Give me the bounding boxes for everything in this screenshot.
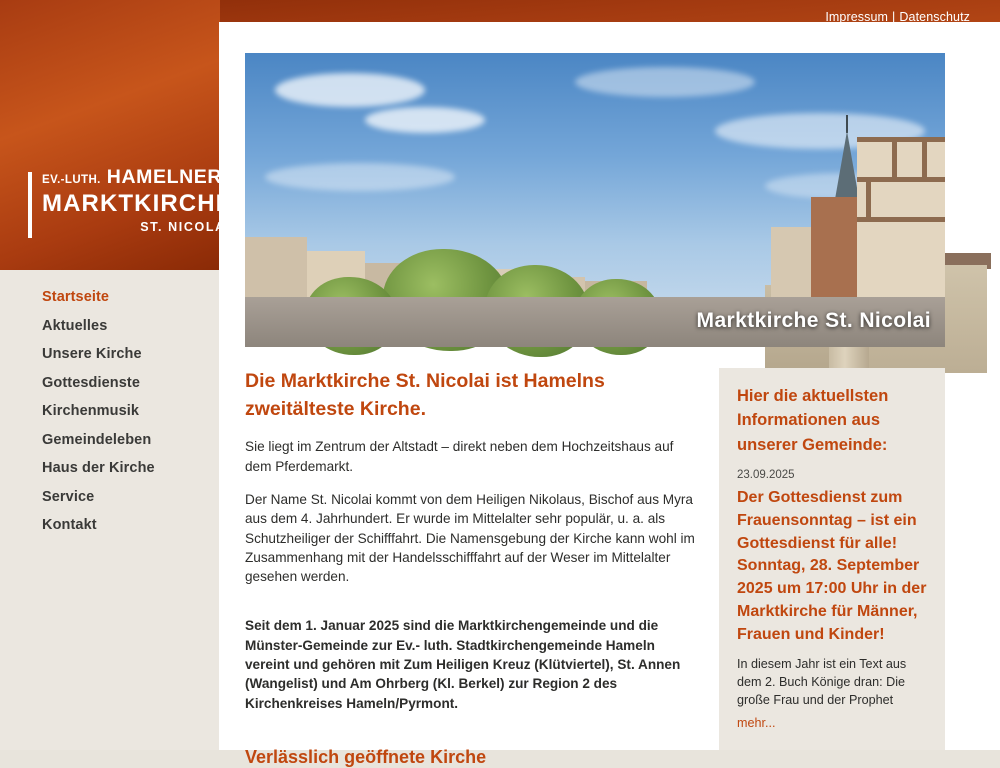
logo-line-1-small: EV.-LUTH. [42,174,101,186]
news-more-link[interactable]: mehr... [737,715,776,730]
sidebar-item-haus-der-kirche[interactable]: Haus der Kirche [42,460,155,476]
logo-line-1-main: HAMELNER [106,166,223,188]
sidebar-item-service[interactable]: Service [42,488,95,505]
logo-line-2: MARKTKIRCHE [42,189,233,217]
timber-beam [866,179,871,219]
section-heading-open-church: Verlässlich geöffnete Kirche [245,746,487,767]
news-teaser: In diesem Jahr ist ein Text aus dem 2. Buch Könige dran: Die große Frau und der Prophet [737,657,907,707]
sidebar-item-aktuelles[interactable]: Aktuelles [42,317,108,334]
intro-paragraph-1: Sie liegt im Zentrum der Altstadt – direkt neben dem Hochzeitshaus auf dem Pferdemarkt. [245,439,674,474]
link-datenschutz[interactable]: Datenschutz [899,10,970,24]
page-title: Die Marktkirche St. Nicolai ist Hamelns zweitälteste Kirche. [245,370,605,420]
timber-beam [922,139,927,179]
sidebar-nav [0,283,219,540]
logo-line-3: ST. NICOLAI [140,219,231,234]
cloud-shape [275,73,425,107]
news-date: 23.09.2025 [737,469,795,482]
link-impressum[interactable]: Impressum [825,10,889,24]
logo-bar-icon [28,172,32,238]
sidebar-item-kirchenmusik[interactable]: Kirchenmusik [42,403,140,419]
cloud-shape [365,107,485,133]
sidebar-item-kontakt[interactable]: Kontakt [42,517,97,533]
sidebar-item-startseite[interactable]: Startseite [42,289,110,305]
news-sidebar [719,368,945,750]
utility-bar [825,10,970,24]
sidebar-item-gottesdienste[interactable]: Gottesdienste [42,374,140,391]
timber-beam [892,139,897,179]
logo-line-1 [42,168,233,188]
sidebar-item-unsere-kirche[interactable]: Unsere Kirche [42,346,142,362]
site-logo[interactable] [28,168,233,233]
main-content [245,368,700,768]
utility-separator: | [892,10,896,24]
sidebar-item-gemeindeleben[interactable]: Gemeindeleben [42,431,152,448]
intro-paragraph-2: Der Name St. Nicolai kommt von dem Heiligen Nikolaus, Bischof aus Myra aus dem 4. Jahrhundert. Er wurde im Mittelalter sehr populär, u. a. als Schutzheiliger der Schifffahrt. Die Namensgebung der Kirche kann wohl im Zusammenhang mit der Handelsschifffahrt auf der Weser im Mittelalter gesehen werden. [245,491,695,585]
hero-caption: Marktkirche St. Nicolai [696,309,931,332]
logo-text [42,168,233,233]
hero-image [245,53,945,347]
news-heading: Hier die aktuellsten Informationen aus unserer Gemeinde: [737,387,889,454]
merger-paragraph: Seit dem 1. Januar 2025 sind die Marktkirchengemeinde und die Münster-Gemeinde zur Ev.- luth. Stadtkirchengemeinde Hameln vereint und gehören mit Zum Heiligen Kreuz (Klütviertel), St. Annen (Wangelist) und Am Ohrberg (Kl. Berkel) zur Region 2 des Kirchenkreises Hameln/Pyrmont. [245,618,681,711]
timber-beam [857,137,945,142]
cloud-shape [575,67,755,97]
news-headline: Der Gottesdienst zum Frauensonntag – ist ein Gottesdienst für alle! Sonntag, 28. September 2025 um 17:00 Uhr in der Marktkirche für Männer, Frauen und Kinder! [737,489,927,643]
cloud-shape [265,163,455,191]
